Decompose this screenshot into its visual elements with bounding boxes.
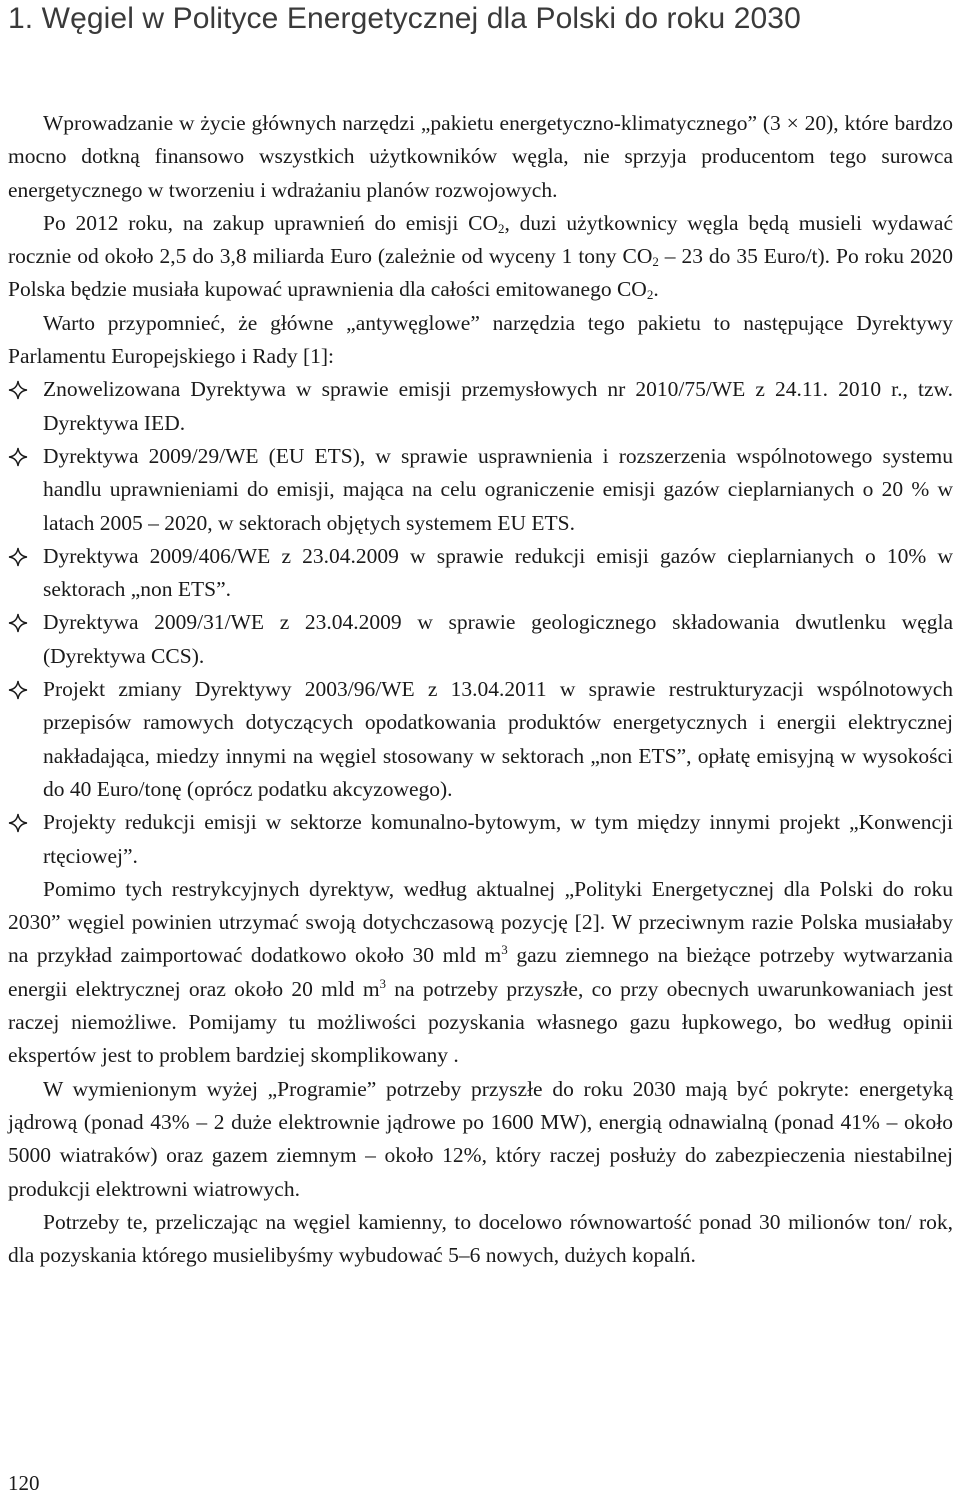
subscript: 2 bbox=[646, 287, 654, 303]
four-point-star-icon bbox=[8, 813, 28, 833]
text-segment: – 23 do 35 Euro/t). Po roku 2020 Polska będzie musiała kupować uprawnienia dla całości emitowanego CO bbox=[8, 244, 953, 302]
list-item-text: Dyrektywa 2009/29/WE (EU ETS), w sprawie usprawnienia i rozszerzenia wspólnotowego systemu handlu uprawnieniami do emisji, mająca na celu ograniczenie emisji gazów cieplarnianych o 20 % w latach 2005 – 2020, w sektorach objętych systemem EU ETS. bbox=[43, 443, 953, 535]
four-point-star-icon bbox=[8, 613, 28, 633]
paragraph-program-needs: W wymienionym wyżej „Programie” potrzeby przyszłe do roku 2030 mają być pokryte: energetyką jądrową (ponad 43% – 2 duże elektrownie jądrowe po 1600 MW), energią odnawialną (ponad 41% – około 5000 wiatraków) oraz gazem ziemnym – około 12%, który raczej posłuży do zabezpieczenia niestabilnej produkcji elektrowni wiatrowych. bbox=[8, 1076, 953, 1201]
paragraph-directives-intro: Warto przypomnieć, że główne „antywęglowe” narzędzia tego pakietu to następujące Dyrektywy Parlamentu Europejskiego i Rady [1]: bbox=[8, 310, 953, 369]
text-segment: na potrzeby przyszłe, co przy obecnych uwarunkowaniach jest raczej niemożliwe. Pomijamy tu możliwości pozyskania własnego gazu łupkowego, bo według opinii ekspertów jest to problem bardziej skomplikowany . bbox=[8, 976, 953, 1068]
text-segment: Po 2012 roku, na zakup uprawnień do emisji CO bbox=[43, 210, 498, 235]
paragraph-energy-policy bbox=[8, 873, 953, 1073]
paragraph-emission-costs bbox=[8, 207, 953, 307]
text-segment: gazu ziemnego na bieżące potrzeby wytwarzania energii elektrycznej oraz około 20 mld m bbox=[8, 943, 953, 1001]
list-item bbox=[8, 540, 953, 607]
list-item bbox=[8, 606, 953, 673]
four-point-star-icon bbox=[8, 680, 28, 700]
paragraph-intro: Wprowadzanie w życie głównych narzędzi „pakietu energetyczno-klimatycznego” (3 × 20), które bardzo mocno dotkną finansowo wszystkich użytkowników węgla, nie sprzyja producentom tego surowca energetycznego w tworzeniu i wdrażaniu planów rozwojowych. bbox=[8, 111, 953, 202]
superscript: 3 bbox=[379, 975, 387, 991]
superscript: 3 bbox=[501, 942, 508, 958]
paragraph-coal-equivalent: Potrzeby te, przeliczając na węgiel kamienny, to docelowo równowartość ponad 30 milionów ton/ rok, dla pozyskania którego musielibyśmy wybudować 5–6 nowych, dużych kopalń. bbox=[8, 1209, 953, 1268]
document-body bbox=[8, 107, 953, 1272]
list-item-text: Projekty redukcji emisji w sektorze komunalno-bytowym, w tym między innymi projekt „Konwencji rtęciowej”. bbox=[43, 810, 953, 868]
list-item bbox=[8, 440, 953, 540]
four-point-star-icon bbox=[8, 547, 28, 567]
list-item-text: Dyrektywa 2009/406/WE z 23.04.2009 w sprawie redukcji emisji gazów cieplarnianych o 10% w sektorach „non ETS”. bbox=[43, 543, 953, 602]
text-segment: Pomimo tych restrykcyjnych dyrektyw, według aktualnej „Polityki Energetycznej dla Polski do roku 2030” węgiel powinien utrzymać swoją dotychczasową pozycję [2]. W przeciwnym razie Polska musiałaby na przykład zaimportować dodatkowo około 30 mld m bbox=[8, 876, 953, 968]
subscript: 2 bbox=[652, 254, 659, 270]
list-item-text: Projekt zmiany Dyrektywy 2003/96/WE z 13.04.2011 w sprawie restrukturyzacji wspólnotowych przepisów ramowych dotyczących opodatkowania produktów energetycznych i energii elektrycznej nakładająca, miedzy innymi na węgiel stosowany w sektorach „non ETS”, opłatę emisyjną w wysokości do 40 Euro/tonę (oprócz podatku akcyzowego). bbox=[43, 677, 953, 801]
four-point-star-icon bbox=[8, 447, 28, 467]
text-segment: , duzi użytkownicy węgla będą musieli wydawać rocznie od około 2,5 do 3,8 miliarda Euro (zależnie od wyceny 1 tony CO bbox=[8, 210, 953, 269]
directives-list bbox=[8, 373, 953, 872]
chapter-title: 1. Węgiel w Polityce Energetycznej dla Polski do roku 2030 bbox=[8, 2, 801, 35]
text-segment: . bbox=[653, 277, 659, 302]
list-item bbox=[8, 806, 953, 873]
page-number: 120 bbox=[8, 1471, 40, 1495]
four-point-star-icon bbox=[8, 380, 28, 400]
list-item-text: Dyrektywa 2009/31/WE z 23.04.2009 w sprawie geologicznego składowania dwutlenku węgla (Dyrektywa CCS). bbox=[43, 610, 953, 668]
list-item-text: Znowelizowana Dyrektywa w sprawie emisji przemysłowych nr 2010/75/WE z 24.11. 2010 r., tzw. Dyrektywa IED. bbox=[43, 377, 953, 435]
list-item bbox=[8, 673, 953, 806]
list-item bbox=[8, 373, 953, 440]
subscript: 2 bbox=[497, 220, 505, 236]
